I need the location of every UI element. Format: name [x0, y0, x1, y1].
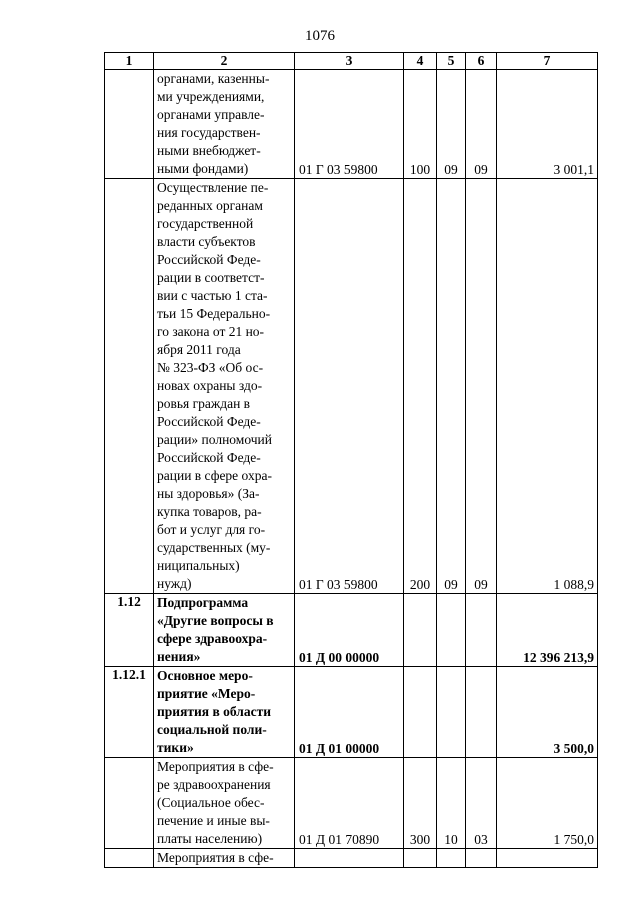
row-name-line: ны здоровья» (За- — [157, 486, 260, 501]
row-name — [154, 667, 295, 758]
header-col-4: 4 — [404, 53, 437, 70]
section-code: 10 — [437, 758, 466, 849]
row-name-line: Мероприятия в сфе- — [157, 759, 274, 774]
row-number — [105, 758, 154, 849]
row-name-line: органами управле- — [157, 107, 265, 122]
row-name-line: тьи 15 Федерально- — [157, 306, 271, 321]
row-name-line: рации в сфере охра- — [157, 468, 272, 483]
header-col-2: 2 — [154, 53, 295, 70]
row-number — [105, 70, 154, 179]
header-row — [105, 53, 598, 70]
row-name-line: ниципальных) — [157, 558, 240, 573]
row-name-line: Основное меро- — [157, 668, 253, 683]
amount: 3 500,0 — [497, 667, 598, 758]
header-col-7: 7 — [497, 53, 598, 70]
table-row — [105, 594, 598, 667]
row-name-line: ровья граждан в — [157, 396, 251, 411]
table-row — [105, 70, 598, 179]
row-name-line: платы населению) — [157, 831, 263, 846]
expense-type: 200 — [404, 179, 437, 594]
section-code: 09 — [437, 179, 466, 594]
subsection-code — [466, 667, 497, 758]
header-col-3: 3 — [295, 53, 404, 70]
page-number: 1076 — [305, 28, 335, 44]
expense-type — [404, 849, 437, 868]
row-name-line: рации в соответст- — [157, 270, 265, 285]
expense-type: 100 — [404, 70, 437, 179]
row-name-line: приятия в области — [157, 704, 272, 719]
subsection-code: 09 — [466, 70, 497, 179]
row-name-line: Российской Феде- — [157, 414, 261, 429]
row-number — [105, 849, 154, 868]
row-name-line: вии с частью 1 ста- — [157, 288, 268, 303]
section-code: 09 — [437, 70, 466, 179]
row-name-line: Российской Феде- — [157, 450, 261, 465]
row-name-line: реданных органам — [157, 198, 263, 213]
row-name-line: нужд) — [157, 576, 192, 591]
section-code — [437, 667, 466, 758]
budget-code: 01 Д 01 00000 — [295, 667, 404, 758]
header-col-1: 1 — [105, 53, 154, 70]
row-name-line: ными фондами) — [157, 161, 249, 176]
amount: 12 396 213,9 — [497, 594, 598, 667]
row-name-line: Подпрограмма — [157, 595, 249, 610]
row-name-line: № 323-ФЗ «Об ос- — [157, 360, 264, 375]
row-name-line: Мероприятия в сфе- — [157, 850, 274, 865]
table-row — [105, 758, 598, 849]
section-code — [437, 594, 466, 667]
row-name-line: сударственных (му- — [157, 540, 271, 555]
table-row — [105, 849, 598, 868]
row-name-line: рации» полномочий — [157, 432, 272, 447]
row-name-line: ми учреждениями, — [157, 89, 265, 104]
subsection-code — [466, 594, 497, 667]
row-name-line: «Другие вопросы в — [157, 613, 274, 628]
expense-type: 300 — [404, 758, 437, 849]
row-name-line: приятие «Меро- — [157, 686, 256, 701]
row-name-line: социальной поли- — [157, 722, 267, 737]
row-name-line: печение и иные вы- — [157, 813, 270, 828]
budget-table — [104, 52, 598, 868]
row-name-line: власти субъектов — [157, 234, 256, 249]
subsection-code: 09 — [466, 179, 497, 594]
subsection-code — [466, 849, 497, 868]
row-name-line: органами, казенны- — [157, 71, 270, 86]
expense-type — [404, 594, 437, 667]
row-number — [105, 179, 154, 594]
row-name-line: Российской Феде- — [157, 252, 261, 267]
row-name-line: купка товаров, ра- — [157, 504, 262, 519]
row-name-line: новах охраны здо- — [157, 378, 263, 393]
header-col-6: 6 — [466, 53, 497, 70]
row-name-line: нения» — [157, 649, 201, 664]
section-code — [437, 849, 466, 868]
row-number: 1.12.1 — [105, 667, 154, 758]
expense-type — [404, 667, 437, 758]
row-number: 1.12 — [105, 594, 154, 667]
budget-code: 01 Д 00 00000 — [295, 594, 404, 667]
row-name — [154, 849, 295, 868]
row-name — [154, 758, 295, 849]
row-name-line: ре здравоохранения — [157, 777, 271, 792]
subsection-code: 03 — [466, 758, 497, 849]
row-name-line: государственной — [157, 216, 254, 231]
row-name-line: Осуществление пе- — [157, 180, 269, 195]
budget-code: 01 Г 03 59800 — [295, 70, 404, 179]
amount: 1 088,9 — [497, 179, 598, 594]
row-name-line: бот и услуг для го- — [157, 522, 266, 537]
amount: 3 001,1 — [497, 70, 598, 179]
row-name-line: ния государствен- — [157, 125, 261, 140]
budget-code — [295, 849, 404, 868]
table-row — [105, 667, 598, 758]
amount: 1 750,0 — [497, 758, 598, 849]
row-name-line: тики» — [157, 740, 194, 755]
row-name — [154, 594, 295, 667]
amount — [497, 849, 598, 868]
header-col-5: 5 — [437, 53, 466, 70]
budget-code: 01 Г 03 59800 — [295, 179, 404, 594]
table-row — [105, 179, 598, 594]
row-name-line: сфере здравоохра- — [157, 631, 268, 646]
budget-code: 01 Д 01 70890 — [295, 758, 404, 849]
row-name-line: ными внебюджет- — [157, 143, 261, 158]
row-name — [154, 179, 295, 594]
row-name-line: (Социальное обес- — [157, 795, 265, 810]
row-name-line: ября 2011 года — [157, 342, 241, 357]
row-name-line: го закона от 21 но- — [157, 324, 265, 339]
row-name — [154, 70, 295, 179]
